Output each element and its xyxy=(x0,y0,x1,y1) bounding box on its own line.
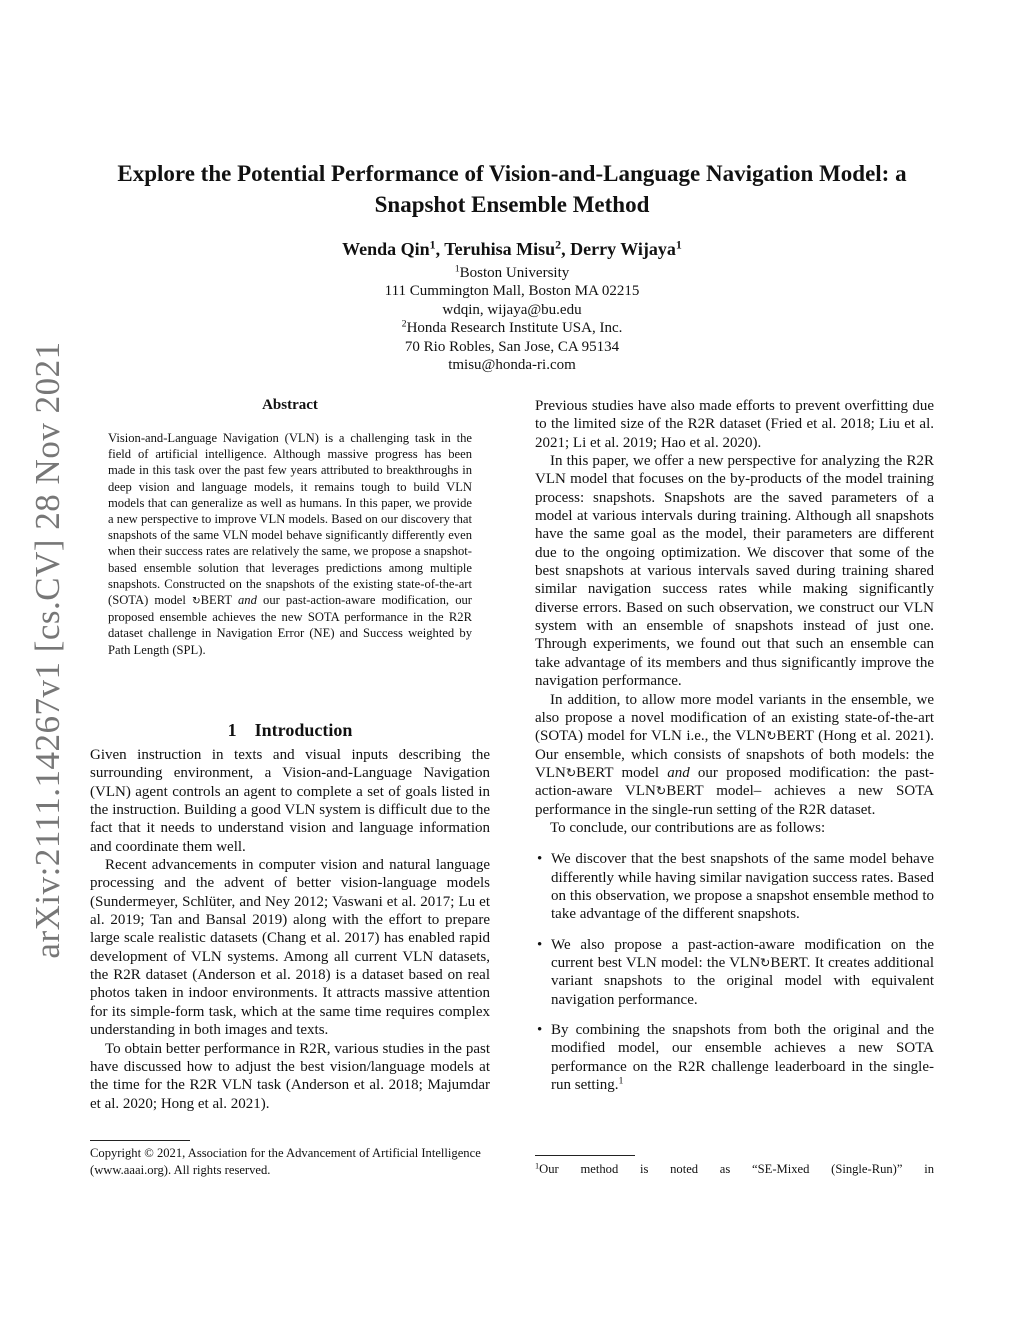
abstract-heading: Abstract xyxy=(262,397,318,413)
footnote-mark: 1 xyxy=(535,1161,540,1171)
affiliations xyxy=(200,264,824,374)
affil-mark: 2 xyxy=(401,318,407,330)
list-item: • By combining the snapshots from both the original and the modified model, our ensemble achieves a new SOTA performance on the R2R challenge leaderboard in the single-run setting.$^1$ xyxy=(537,1022,934,1094)
recurrent-arrow-icon: ↻ xyxy=(766,729,777,744)
arxiv-identifier: arXiv:2111.14267v1 [cs.CV] 28 Nov 2021 xyxy=(28,341,67,959)
section-heading-introduction: 1 Introduction xyxy=(227,720,353,740)
author-name: Derry Wijaya xyxy=(570,239,676,259)
paper-title: Explore the Potential Performance of Vision-and-Language Navigation Model: a Snapshot Ensemble Method xyxy=(117,161,907,217)
affil-email: tmisu@honda-ri.com xyxy=(448,357,576,374)
paragraph: Previous studies have also made efforts to prevent overfitting due to the limited size of the R2R dataset (Fried et al. 2018; Liu et al. 2021; Li et al. 2019; Hao et al. 2020). xyxy=(535,398,934,451)
paragraph: To conclude, our contributions are as follows: xyxy=(550,819,826,836)
recurrent-arrow-icon: ↻ xyxy=(760,955,771,970)
author-affil-mark: 1 xyxy=(675,237,682,252)
recurrent-arrow-icon: ↻ xyxy=(655,784,667,799)
author-name: Wenda Qin xyxy=(342,239,430,259)
list-item: • We also propose a past-action-aware modification on the current best VLN model: the VLN↻BERT. It creates additional variant snapshots to the original model with equivalent navigation performance. xyxy=(537,936,934,1008)
affil-name: Honda Research Institute USA, Inc. xyxy=(406,320,623,337)
left-column-body xyxy=(90,746,490,1113)
footnote-rule xyxy=(90,1140,190,1141)
paragraph: Recent advancements in computer vision and natural language processing and the advent of better vision-language models (Sundermeyer, Schlüter, and Ney 2012; Vaswani et al. 2017; Lu et al. 2019; Tan and Bansal 2019) along with the effort to prepare large scale realistic datasets (Chang et al. 2017) has enabled rapid development of VLN systems. Among all current VLN datasets, the R2R dataset (Anderson et al. 2018) is a dataset based on real photos taken in indoor environments. It attracts massive attention for its simple-form task, which at the same time requires complex understanding in both images and texts. xyxy=(90,857,490,1039)
bullet-icon: • xyxy=(537,851,543,868)
footnote-rule xyxy=(535,1155,635,1156)
footnote-mark: 1 xyxy=(618,1075,624,1087)
paragraph: To obtain better performance in R2R, various studies in the past have discussed how to adjust the best vision/language models at the time for the R2R VLN task (Anderson et al. 2018; Majumdar et al. 2020; Hong et al. 2021). xyxy=(90,1040,490,1112)
affil-address: 111 Cummington Mall, Boston MA 02215 xyxy=(384,283,640,300)
author-name: Teruhisa Misu xyxy=(444,239,556,259)
affil-address: 70 Rio Robles, San Jose, CA 95134 xyxy=(404,338,620,355)
bullet-icon: • xyxy=(537,936,543,953)
abstract-body: Vision-and-Language Navigation (VLN) is a challenging task in the field of artificial intelligence. Although massive progress has been made in this task over the past few years attributed to breakthroughs in deep vision and language models, it remains tough to build VLN models that can generalize as well as humans. In this paper, we provide a new perspective to improve VLN models. Based on our discovery that snapshots of the same VLN model behave significantly differently even when their success rates are relatively the same, we propose a snapshot-based ensemble solution that leverages predictions among multiple snapshots. Constructed on the snapshots of the existing state-of-the-art (SOTA) model ↻BERT and our past-action-aware modification, our proposed ensemble achieves the new SOTA performance in the R2R dataset challenge in Navigation Error (NE) and Success weighted by Path Length (SPL). xyxy=(108,431,472,657)
recurrent-arrow-icon: ↻ xyxy=(565,765,577,780)
copyright-notice: Copyright © 2021, Association for the Advancement of Artificial Intelligence (www.aaai.org). All rights reserved. xyxy=(90,1146,481,1177)
author-affil-mark: 1 xyxy=(429,237,436,252)
paragraph: In this paper, we offer a new perspective for analyzing the R2R VLN model that focuses on the by-products of the model training process: snapshots. Snapshots are the saved parameters of a model at various intervals during training. Although all snapshots have the same goal as the model, their parameters are different due to the ongoing optimization. We discover that some of the best snapshots at various intervals saved during training shared similar navigation success rates while making significantly diverse errors. Based on such observation, we construct our VLN system with an ensemble of snapshots instead of just one. Through experiments, we found out that such an ensemble can take advantage of its members and thus significantly improve the navigation performance. xyxy=(535,453,934,690)
recurrent-arrow-icon: ↻ xyxy=(192,595,201,608)
right-column-body xyxy=(535,397,934,1106)
affil-mark: 1 xyxy=(454,263,460,275)
bullet-icon: • xyxy=(537,1022,543,1038)
author-affil-mark: 2 xyxy=(555,237,562,252)
list-item: • We discover that the best snapshots of the same model behave differently while having similar navigation success rates. Based on this observation, we propose a snapshot ensemble method to take advantage of the different snapshots. xyxy=(537,851,934,923)
paragraph: Given instruction in texts and visual inputs describing the surrounding environment, a Vision-and-Language Navigation (VLN) agent controls an agent to complete a set of goals listed in the instruction. Building a good VLN system is difficult due to the fact that it needs to understand vision and language information and coordinate them well. xyxy=(90,747,490,855)
paragraph: In addition, to allow more model variants in the ensemble, we also propose a novel modification of an existing state-of-the-art (SOTA) model for VLN i.e., the VLN↻BERT (Hong et al. 2021). Our ensemble, which consists of snapshots of both models: the VLN↻BERT model and our proposed modification: the past-action-aware VLN↻BERT model– achieves a new SOTA performance in the single-run setting of the R2R dataset. xyxy=(535,691,934,818)
affil-email: wdqin, wijaya@bu.edu xyxy=(442,301,582,318)
author-list: Wenda Qin$^1$, Teruhisa Misu$^2$, Derry Wijaya$^1$ xyxy=(342,237,682,259)
contribution-list xyxy=(535,850,934,1094)
affil-name: Boston University xyxy=(459,265,570,281)
footnote: $^1$Our method is noted as “SE-Mixed (Single-Run)” in xyxy=(535,1161,934,1176)
